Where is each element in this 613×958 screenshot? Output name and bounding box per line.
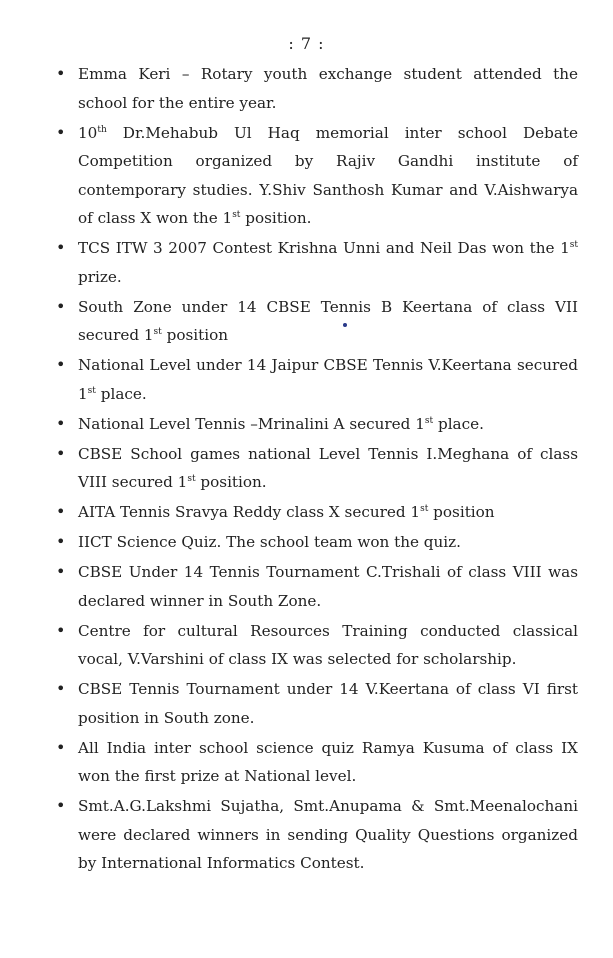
superscript: st: [569, 239, 578, 250]
list-item: [56, 792, 578, 878]
bullet-icon: •: [56, 679, 66, 698]
text-run: position.: [195, 473, 267, 491]
list-item-text: [78, 533, 461, 551]
text-run: position: [161, 326, 229, 344]
list-item-text: [78, 797, 578, 872]
text-run: CBSE Tennis Tournament under 14 V.Keertana of class VI first position in South zone.: [78, 680, 578, 727]
bullet-icon: •: [56, 532, 66, 551]
bullet-icon: •: [56, 296, 66, 316]
text-run: Dr.Mehabub Ul Haq memorial inter school Debate Competition organized by Rajiv Gandhi institute of contemporary studies. Y.Shiv Santhosh Kumar and V.Aishwarya of class X won the 1: [78, 123, 578, 227]
list-item-text: [78, 739, 578, 786]
superscript: st: [420, 503, 429, 514]
list-item-text: [78, 239, 578, 286]
bullet-icon: •: [56, 413, 66, 433]
text-run: Centre for cultural Resources Training conducted classical vocal, V.Varshini of class IX was selected for scholarship.: [78, 621, 578, 668]
text-run: Emma Keri – Rotary youth exchange student attended the school for the entire year.: [78, 65, 578, 112]
list-item-text: [78, 65, 578, 112]
list-item-text: [78, 298, 578, 345]
bullet-icon: •: [56, 443, 66, 463]
list-item-text: [78, 680, 578, 727]
list-item-text: [78, 415, 484, 433]
page-number: : 7 :: [288, 34, 325, 53]
superscript: st: [153, 326, 162, 337]
list-item-text: [78, 563, 578, 610]
list-item: [56, 293, 578, 350]
bullet-icon: •: [56, 562, 66, 581]
bullet-icon: •: [56, 64, 66, 83]
bullet-icon: •: [56, 620, 66, 640]
text-run: Smt.A.G.Lakshmi Sujatha, Smt.Anupama & Smt.Meenalochani were declared winners in sending Quality Questions organized by International Informatics Contest.: [78, 797, 578, 872]
achievement-list: [56, 60, 578, 879]
list-item: [56, 498, 578, 527]
list-item: [56, 675, 578, 732]
list-item: [56, 440, 578, 497]
text-run: National Level under 14 Jaipur CBSE Tennis V.Keertana secured 1: [78, 356, 578, 403]
text-run: position: [428, 503, 495, 521]
ink-dot: [343, 323, 347, 327]
list-item-text: [78, 124, 578, 228]
text-run: CBSE School games national Level Tennis I.Meghana of class VIII secured 1: [78, 444, 578, 491]
text-run: prize.: [78, 267, 122, 286]
text-run: position.: [240, 209, 312, 227]
text-run: IICT Science Quiz. The school team won the quiz.: [78, 533, 461, 551]
superscript: th: [97, 124, 107, 135]
text-run: place.: [95, 384, 147, 403]
bullet-icon: •: [56, 737, 66, 757]
superscript: st: [187, 473, 196, 484]
list-item: [56, 234, 578, 291]
text-run: TCS ITW 3 2007 Contest Krishna Unni and Neil Das won the 1: [78, 239, 570, 257]
list-item-text: [78, 503, 495, 521]
list-item-text: [78, 445, 578, 492]
superscript: st: [424, 415, 434, 426]
list-item: [56, 558, 578, 615]
list-item: [56, 60, 578, 117]
list-item: [56, 734, 578, 791]
superscript: st: [232, 209, 241, 220]
bullet-icon: •: [56, 355, 66, 374]
text-run: All India inter school science quiz Ramya Kusuma of class IX won the first prize at National level.: [78, 738, 578, 785]
text-run: National Level Tennis –Mrinalini A secured 1: [78, 414, 425, 433]
bullet-icon: •: [56, 238, 66, 257]
list-item-text: [78, 622, 578, 669]
list-item: [56, 617, 578, 674]
bullet-icon: •: [56, 796, 66, 815]
list-item: [56, 119, 578, 233]
text-run: CBSE Under 14 Tennis Tournament C.Trishali of class VIII was declared winner in South Zone.: [78, 563, 578, 610]
list-item-text: [78, 356, 578, 403]
text-run: 10: [78, 123, 98, 142]
text-run: place.: [433, 414, 484, 433]
superscript: st: [87, 385, 96, 396]
text-run: AITA Tennis Sravya Reddy class X secured 1: [78, 503, 421, 521]
bullet-icon: •: [56, 502, 66, 521]
text-run: South Zone under 14 CBSE Tennis B Keertana of class VII secured 1: [78, 297, 578, 344]
list-item: [56, 351, 578, 408]
list-item: [56, 528, 578, 557]
bullet-icon: •: [56, 122, 66, 142]
list-item: [56, 410, 578, 439]
